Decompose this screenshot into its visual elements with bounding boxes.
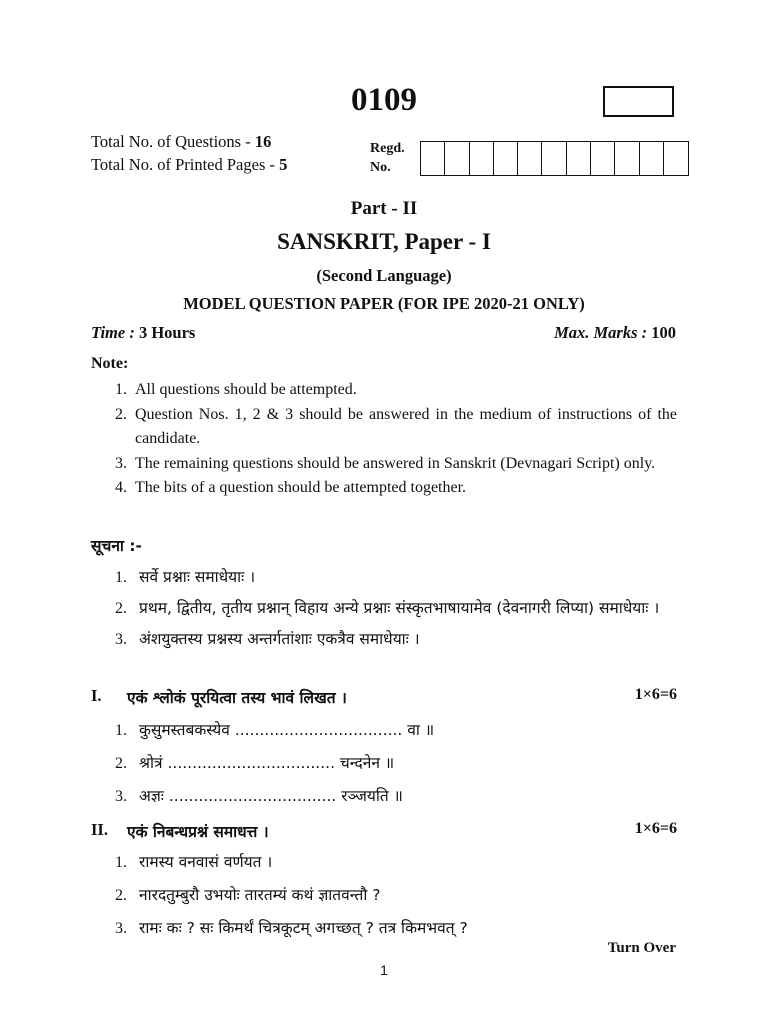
note-list <box>91 378 677 501</box>
section-heading <box>91 686 677 708</box>
note-item-number: 3. <box>115 454 127 472</box>
regd-box[interactable] <box>567 142 591 175</box>
note-item <box>91 452 677 477</box>
regd-box[interactable] <box>445 142 469 175</box>
sucana-item-text: सर्वे प्रश्नाः समाधेयाः । <box>139 568 256 586</box>
note-item-text: The remaining questions should be answered in Sanskrit (Devnagari Script) only. <box>135 454 656 472</box>
note-item <box>91 476 677 501</box>
note-item <box>91 403 677 452</box>
time-allowed <box>91 323 195 343</box>
note-item-number: 2. <box>115 405 127 423</box>
regd-box[interactable] <box>470 142 494 175</box>
question-number: 1. <box>115 854 127 871</box>
question-text: कुसुमस्तबकस्येव .................................. वा ॥ <box>139 721 435 739</box>
section-number: I. <box>91 686 102 705</box>
note-item-text: All questions should be attempted. <box>135 381 357 398</box>
max-marks <box>554 323 676 343</box>
question-text: रामस्य वनवासं वर्णयत । <box>139 853 273 871</box>
section-number: II. <box>91 820 108 839</box>
sucana-heading: सूचना :- <box>91 537 142 555</box>
question-item <box>91 780 677 813</box>
question-number: 1. <box>115 722 127 739</box>
part-title: Part - II <box>350 198 418 219</box>
question-number: 2. <box>115 755 127 772</box>
note-item-number: 1. <box>115 381 127 398</box>
question-text: अज्ञः .................................. रञ्जयति ॥ <box>139 787 403 805</box>
regd-box[interactable] <box>518 142 542 175</box>
question-item <box>91 879 677 912</box>
total-questions <box>91 132 271 152</box>
note-item-text: The bits of a question should be attempted together. <box>135 479 467 496</box>
regd-box[interactable] <box>664 142 688 175</box>
sucana-item-number: 3. <box>115 631 127 648</box>
total-pages <box>91 155 287 175</box>
sucana-item <box>91 562 677 593</box>
question-item <box>91 714 677 747</box>
regd-box[interactable] <box>421 142 445 175</box>
question-text: नारदतुम्बुरौ उभयोः तारतम्यं कथं ज्ञातवन्तौ ? <box>139 886 381 904</box>
note-item <box>91 378 677 403</box>
question-number: 2. <box>115 887 127 904</box>
note-item-text: Question Nos. 1, 2 & 3 should be answered in the medium of instructions of the candidate. <box>135 405 677 447</box>
total-questions-value: 16 <box>254 132 272 151</box>
regd-box[interactable] <box>615 142 639 175</box>
time-value: 3 Hours <box>134 323 196 342</box>
sucana-item-text: प्रथम, द्वितीय, तृतीय प्रश्नान् विहाय अन्ये प्रश्नाः संस्कृतभाषायामेव (देवनागरी लिप्या) समाधेयाः । <box>139 599 660 617</box>
sucana-item-number: 2. <box>115 600 127 617</box>
section-questions <box>91 846 677 945</box>
subject-title: SANSKRIT, Paper - I <box>277 229 491 254</box>
question-item <box>91 846 677 879</box>
regd-label-line1: Regd. <box>370 141 405 156</box>
total-pages-value: 5 <box>279 155 288 174</box>
note-heading: Note: <box>91 355 129 372</box>
code-box <box>603 86 674 117</box>
regd-label-line2: No. <box>370 160 391 175</box>
question-text: रामः कः ? सः किमर्थं चित्रकूटम् अगच्छत् ? तत्र किमभवत् ? <box>139 919 468 937</box>
total-questions-label: Total No. of Questions - <box>91 132 255 151</box>
question-number: 3. <box>115 920 127 937</box>
section-marks: 1×6=6 <box>634 820 677 837</box>
section-marks: 1×6=6 <box>634 686 677 703</box>
sucana-item-number: 1. <box>115 569 127 586</box>
model-paper-title: MODEL QUESTION PAPER (FOR IPE 2020-21 ONLY) <box>183 294 585 313</box>
section-title: एकं निबन्धप्रश्नं समाधत्त । <box>127 823 269 841</box>
regd-box[interactable] <box>640 142 664 175</box>
sucana-item <box>91 624 677 655</box>
paper-code: 0109 <box>351 82 417 118</box>
question-item <box>91 912 677 945</box>
time-label: Time : <box>91 323 135 342</box>
regd-number-boxes[interactable] <box>420 141 689 176</box>
question-text: श्रोत्रं .................................. चन्दनेन ॥ <box>139 754 395 772</box>
section-questions <box>91 714 677 813</box>
sucana-item <box>91 593 677 624</box>
note-item-number: 4. <box>115 479 127 496</box>
marks-value: 100 <box>647 323 676 342</box>
regd-label <box>370 139 405 177</box>
sucana-list <box>91 562 677 655</box>
page-number: 1 <box>380 962 388 978</box>
language-subtitle: (Second Language) <box>316 266 452 285</box>
section-title: एकं श्लोकं पूरयित्वा तस्य भावं लिखत । <box>127 689 347 707</box>
regd-box[interactable] <box>542 142 566 175</box>
section-heading <box>91 820 677 842</box>
question-number: 3. <box>115 788 127 805</box>
question-item <box>91 747 677 780</box>
total-pages-label: Total No. of Printed Pages - <box>91 155 280 174</box>
sucana-item-text: अंशयुक्तस्य प्रश्नस्य अन्तर्गतांशाः एकत्रैव समाधेयाः । <box>139 630 420 648</box>
regd-box[interactable] <box>591 142 615 175</box>
marks-label: Max. Marks : <box>554 323 648 342</box>
regd-box[interactable] <box>494 142 518 175</box>
turn-over-label: Turn Over <box>607 940 676 956</box>
